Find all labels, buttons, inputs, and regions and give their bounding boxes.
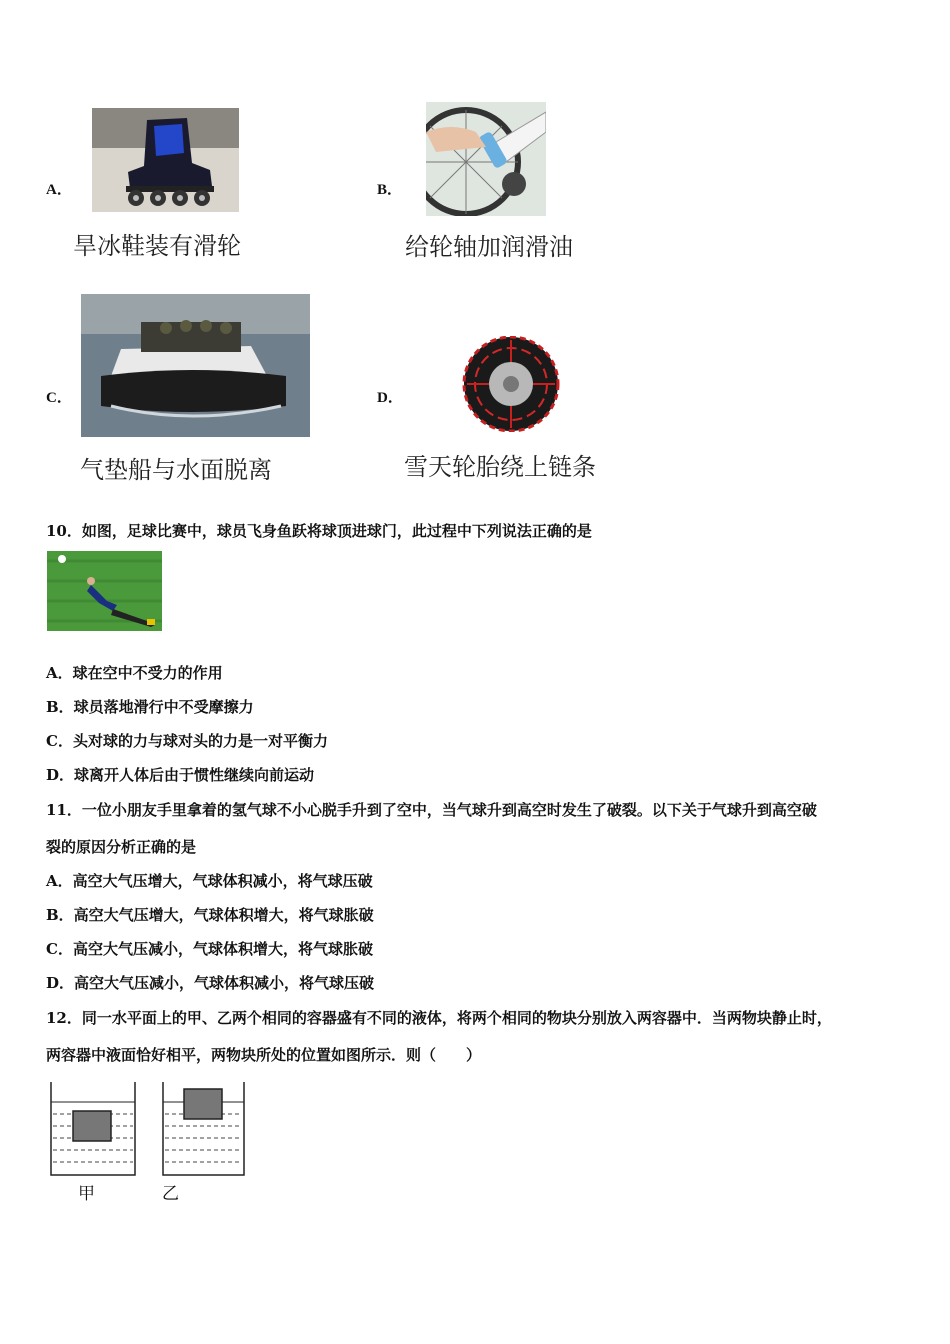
option-a-letter: A． <box>46 182 72 198</box>
option-c-caption: 气垫船与水面脱离 <box>80 456 272 484</box>
q11-stem-line2: 裂的原因分析正确的是 <box>46 838 197 856</box>
option-b-letter: B． <box>377 182 403 198</box>
option-d-caption: 雪天轮胎绕上链条 <box>404 453 596 481</box>
q11-option-b: B．高空大气压增大，气球体积增大，将气球胀破 <box>46 906 374 924</box>
snow-chain-tire-image <box>460 336 563 432</box>
block-jia <box>73 1111 111 1141</box>
q10-option-d: D．球离开人体后由于惯性继续向前运动 <box>46 766 315 784</box>
containers-diagram <box>48 1080 248 1180</box>
q10-option-b: B．球员落地滑行中不受摩擦力 <box>46 698 254 716</box>
option-d-letter: D． <box>377 390 403 406</box>
option-c-letter: C． <box>46 390 72 406</box>
option-b-caption: 给轮轴加润滑油 <box>405 233 573 261</box>
q10-option-a: A．球在空中不受力的作用 <box>46 664 223 682</box>
q10-option-c: C．头对球的力与球对头的力是一对平衡力 <box>46 732 328 750</box>
option-a-caption: 旱冰鞋装有滑轮 <box>73 232 241 260</box>
q12-stem-line1: 12．同一水平面上的甲、乙两个相同的容器盛有不同的液体，将两个相同的物块分别放入两容器中．当两物块静止时， <box>46 1009 832 1027</box>
soccer-header-image <box>47 551 162 631</box>
q10-stem: 10．如图，足球比赛中，球员飞身鱼跃将球顶进球门，此过程中下列说法正确的是 <box>46 522 592 540</box>
q11-option-a: A．高空大气压增大，气球体积减小，将气球压破 <box>46 872 373 890</box>
label-yi: 乙 <box>162 1184 179 1204</box>
hovercraft-image <box>81 294 310 437</box>
block-yi <box>184 1089 222 1119</box>
q11-option-d: D．高空大气压减小，气球体积减小，将气球压破 <box>46 974 375 992</box>
q11-stem-line1: 11．一位小朋友手里拿着的氢气球不小心脱手升到了空中，当气球升到高空时发生了破裂。以下关于气球升到高空破 <box>46 801 817 819</box>
q12-stem-line2: 两容器中液面恰好相平，两物块所处的位置如图所示．则（ ） <box>46 1046 482 1064</box>
label-jia: 甲 <box>78 1184 95 1204</box>
q11-option-c: C．高空大气压减小，气球体积增大，将气球胀破 <box>46 940 373 958</box>
bicycle-oil-image <box>426 102 546 216</box>
rollerskate-image <box>92 108 239 212</box>
